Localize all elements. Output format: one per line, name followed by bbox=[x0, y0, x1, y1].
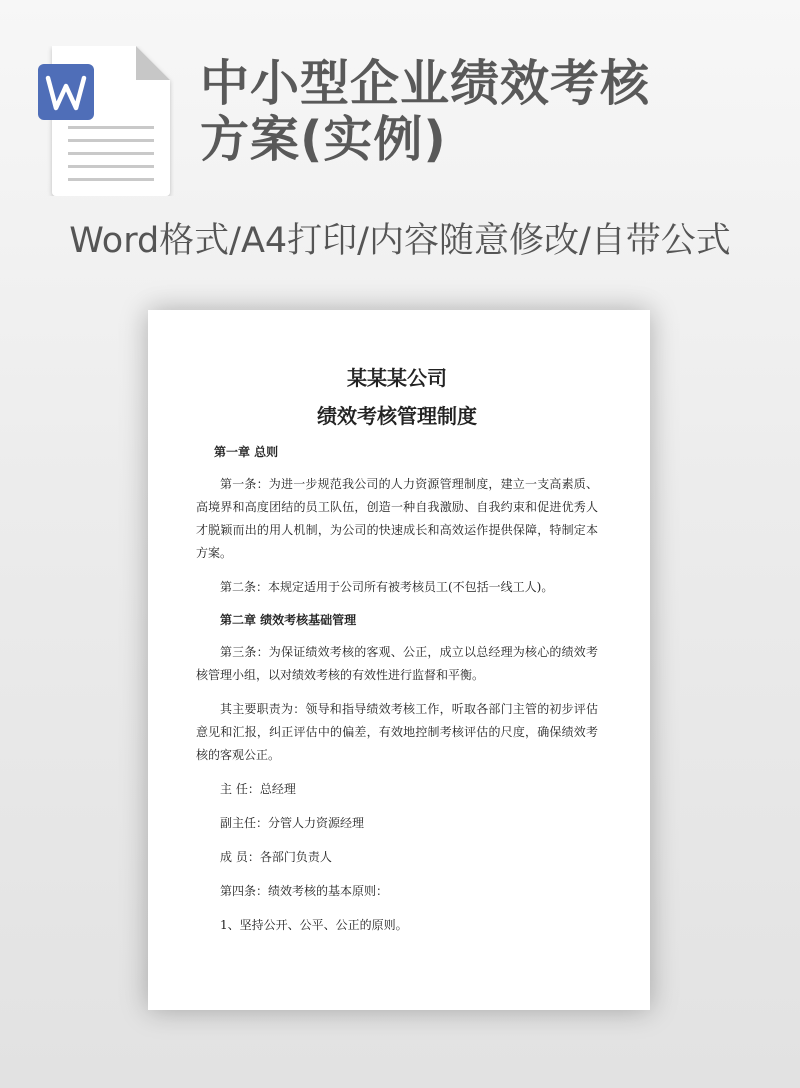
director-line: 主 任：总经理 bbox=[220, 782, 296, 796]
document-title: 绩效考核管理制度 bbox=[317, 404, 477, 428]
principle-1: 1、坚持公开、公平、公正的原则。 bbox=[220, 918, 408, 932]
cover-title-line1: 中小型企业绩效考核 bbox=[200, 55, 651, 112]
chapter-1-heading: 第一章 总则 bbox=[214, 445, 279, 459]
word-document-icon bbox=[38, 46, 174, 196]
document-company-name: 某某某公司 bbox=[347, 366, 447, 390]
document-page-preview bbox=[148, 310, 650, 1010]
article-3: 第三条：为保证绩效考核的客观、公正，成立以总经理为核心的绩效考核管理小组，以对绩效考核的有效性进行监督和平衡。 bbox=[196, 645, 598, 682]
article-2: 第二条：本规定适用于公司所有被考核员工(不包括一线工人)。 bbox=[220, 580, 554, 594]
cover-title bbox=[200, 56, 780, 168]
members-line: 成 员：各部门负责人 bbox=[220, 850, 332, 864]
chapter-2-heading: 第二章 绩效考核基础管理 bbox=[220, 613, 357, 627]
article-4: 第四条：绩效考核的基本原则： bbox=[220, 884, 389, 898]
duties-paragraph: 其主要职责为：领导和指导绩效考核工作，听取各部门主管的初步评估意见和汇报，纠正评估中的偏差，有效地控制考核评估的尺度，确保绩效考核的客观公正。 bbox=[196, 702, 598, 762]
cover-title-line2: 方案(实例) bbox=[200, 111, 447, 168]
article-1: 第一条：为进一步规范我公司的人力资源管理制度，建立一支高素质、高境界和高度团结的员工队伍，创造一种自我激励、自我约束和促进优秀人才脱颖而出的用人机制，为公司的快速成长和高效运作提供保障，特制定本方案。 bbox=[196, 477, 598, 560]
deputy-director-line: 副主任：分管人力资源经理 bbox=[220, 816, 365, 830]
cover-subtitle: Word格式/A4打印/内容随意修改/自带公式 bbox=[69, 221, 731, 261]
